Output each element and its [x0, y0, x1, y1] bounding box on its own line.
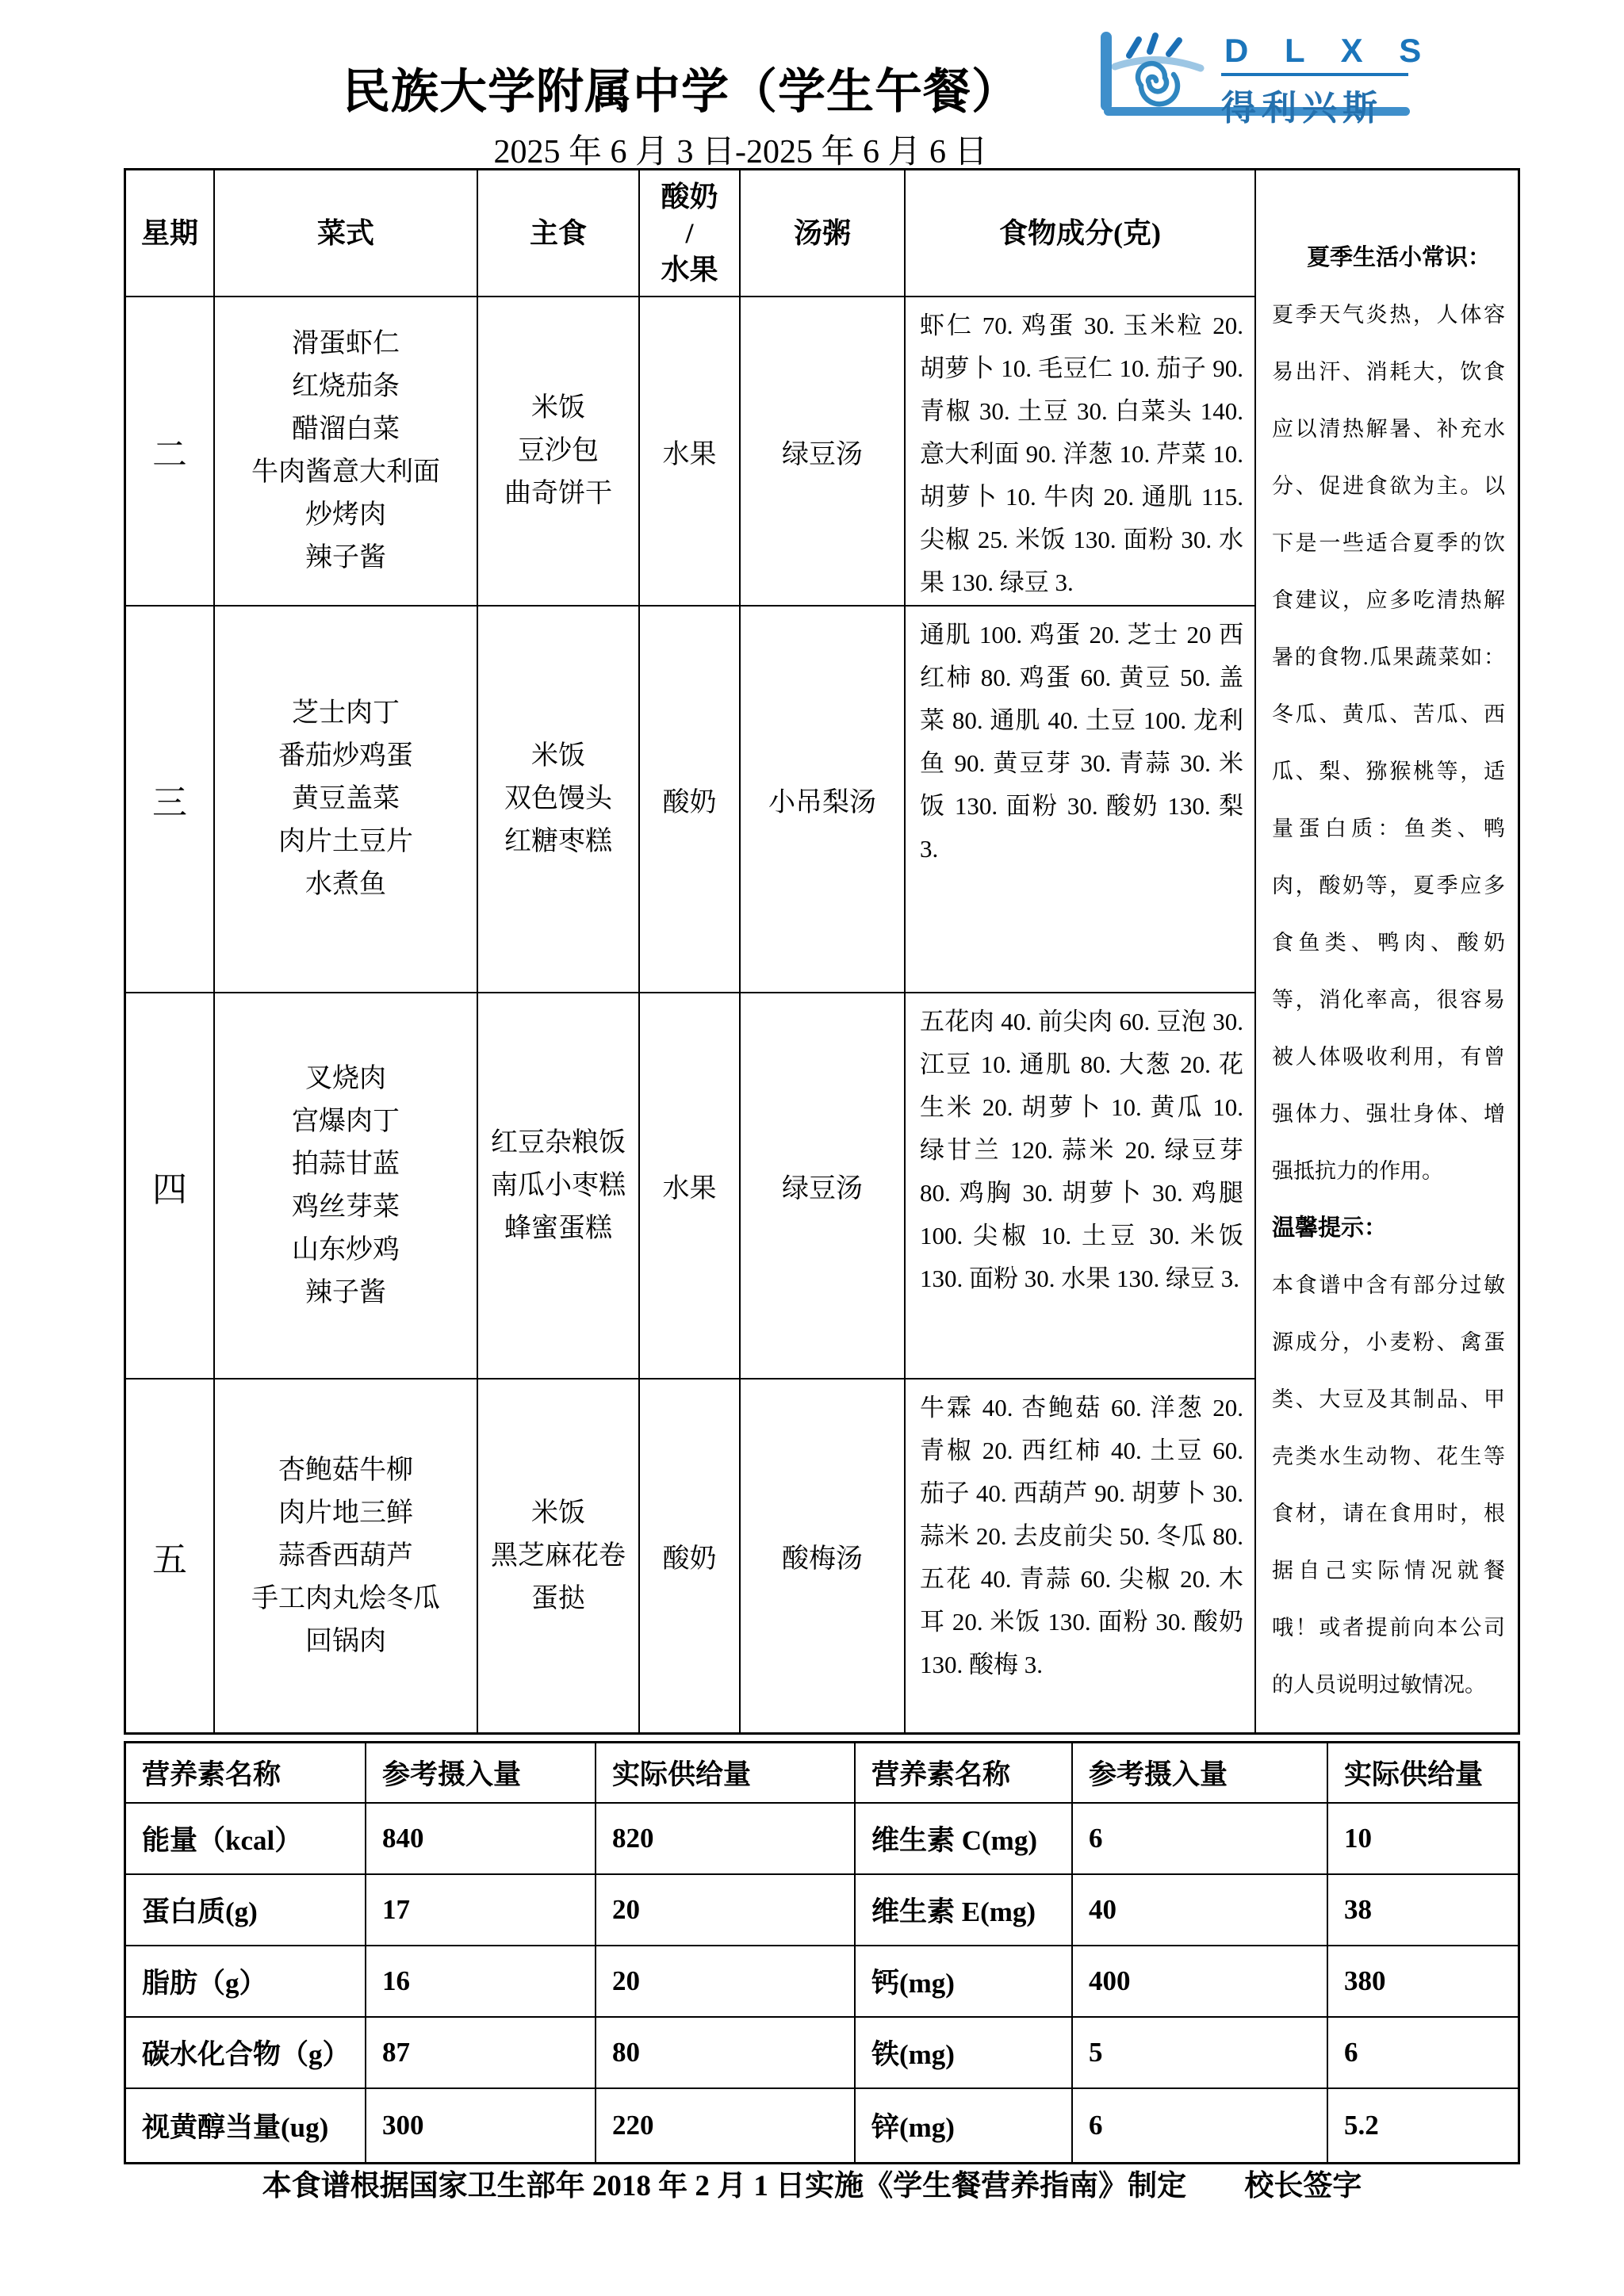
nutrient-name: 能量（kcal） — [126, 1804, 366, 1875]
dish-item: 醋溜白菜 — [292, 415, 400, 444]
dish-item: 肉片地三鲜 — [278, 1498, 413, 1528]
nutrient-name: 铁(mg) — [856, 2018, 1073, 2089]
nutrient-reference: 87 — [366, 2018, 596, 2089]
dish-item: 红烧茄条 — [292, 372, 400, 401]
staple-cell — [478, 993, 640, 1380]
allergy-warning-title: 温馨提示： — [1272, 1215, 1388, 1241]
dish-item: 手工肉丸烩冬瓜 — [251, 1583, 440, 1613]
nutrient-reference: 6 — [1073, 2089, 1328, 2162]
staple-cell — [478, 607, 640, 993]
dish-item: 叉烧肉 — [305, 1063, 386, 1093]
soup-cell: 酸梅汤 — [741, 1380, 906, 1732]
components-cell: 虾仁 70. 鸡蛋 30. 玉米粒 20. 胡萝卜 10. 毛豆仁 10. 茄子 90. 青椒 30. 土豆 30. 白菜头 140. 意大利面 90. 洋葱 10. 芹菜 10. 胡萝卜 10. 牛肉 20. 通肌 115. 尖椒 25. 米饭 130. 面粉 30. 水果 130. 绿豆 3. — [906, 297, 1256, 607]
dish-item: 辣子酱 — [305, 1277, 386, 1307]
date-range: 2025 年 6 月 3 日-2025 年 6 月 6 日 — [493, 134, 988, 170]
nutrition-header: 营养素名称 — [856, 1743, 1073, 1804]
footer-text: 本食谱根据国家卫生部年 2018 年 2 月 1 日实施《学生餐营养指南》制定 — [262, 2170, 1187, 2202]
nutrient-reference: 6 — [1073, 1804, 1328, 1875]
yogurt-fruit-line3: 水果 — [661, 254, 718, 285]
dishes-cell — [215, 1380, 478, 1732]
dish-item: 炒烤肉 — [305, 500, 386, 530]
staple-item: 黑芝麻花卷 — [491, 1540, 626, 1571]
dish-item: 滑蛋虾仁 — [292, 329, 400, 358]
yogurt-fruit-cell: 水果 — [640, 993, 741, 1380]
logo-abbreviation: D L X S — [1221, 32, 1408, 76]
tips-title: 夏季生活小常识： — [1307, 245, 1492, 270]
weekly-menu-table — [124, 168, 1520, 1735]
nutrient-reference: 840 — [366, 1804, 596, 1875]
nutrient-name: 蛋白质(g) — [126, 1875, 366, 1946]
col-header-yogurt-fruit — [640, 170, 741, 297]
nutrient-actual: 10 — [1328, 1804, 1518, 1875]
staple-item: 双色馒头 — [504, 784, 612, 813]
day-label: 三 — [126, 607, 215, 993]
page-title: 民族大学附属中学（学生午餐） — [343, 66, 1020, 118]
nutrient-name: 维生素 C(mg) — [856, 1804, 1073, 1875]
yogurt-fruit-cell: 水果 — [640, 297, 741, 607]
dish-item: 鸡丝芽菜 — [292, 1192, 400, 1222]
dish-item: 水煮鱼 — [305, 870, 386, 899]
nutrient-reference: 16 — [366, 1946, 596, 2018]
staple-item: 红糖枣糕 — [504, 827, 612, 856]
yogurt-fruit-line1: 酸奶 — [661, 181, 718, 212]
staple-item: 米饭 — [531, 741, 585, 771]
summer-tips-panel — [1256, 170, 1518, 1732]
staple-item: 曲奇饼干 — [504, 479, 612, 508]
nutrient-actual: 6 — [1328, 2018, 1518, 2089]
staple-item: 南瓜小枣糕 — [491, 1170, 626, 1200]
principal-signature-label: 校长签字 — [1244, 2170, 1362, 2202]
nutrient-actual: 38 — [1328, 1875, 1518, 1946]
staple-item: 米饭 — [531, 393, 585, 423]
nutrient-actual: 20 — [596, 1875, 856, 1946]
nutrient-name: 碳水化合物（g） — [126, 2018, 366, 2089]
company-logo — [1101, 30, 1435, 128]
yogurt-fruit-line2: / — [685, 217, 694, 249]
dish-item: 肉片土豆片 — [278, 827, 413, 856]
staple-item: 蛋挞 — [531, 1583, 585, 1613]
tips-paragraph: 夏季天气炎热，人体容易出汗、消耗大，饮食应以清热解暑、补充水分、促进食欲为主。以下是一些适合夏季的饮食建议，应多吃清热解暑的食物.瓜果蔬菜如：冬瓜、黄瓜、苦瓜、西瓜、梨、猕猴桃等，适量蛋白质：鱼类、鸭肉，酸奶等，夏季应多食鱼类、鸭肉、酸奶等，消化率高，很容易被人体吸收利用，有曾强体力、强壮身体、增强抵抗力的作用。 — [1272, 303, 1505, 1183]
nutrient-reference: 40 — [1073, 1875, 1328, 1946]
dish-item: 蒜香西葫芦 — [278, 1540, 413, 1571]
components-cell: 通肌 100. 鸡蛋 20. 芝士 20 西红柿 80. 鸡蛋 60. 黄豆 50. 盖菜 80. 通肌 40. 土豆 100. 龙利鱼 90. 黄豆芽 30. 青蒜 30. 米饭 130. 面粉 30. 酸奶 130. 梨 3. — [906, 607, 1256, 993]
nutrition-header: 实际供给量 — [1328, 1743, 1518, 1804]
nutrient-actual: 5.2 — [1344, 2110, 1379, 2141]
logo-bracket-vertical — [1101, 32, 1112, 111]
nutrient-reference: 17 — [366, 1875, 596, 1946]
yogurt-fruit-cell: 酸奶 — [640, 607, 741, 993]
col-header-dishes: 菜式 — [215, 170, 478, 297]
nutrient-actual: 20 — [596, 1946, 856, 2018]
allergy-warning-paragraph: 本食谱中含有部分过敏源成分，小麦粉、禽蛋类、大豆及其制品、甲壳类水生动物、花生等食材，请在食用时，根据自己实际情况就餐哦！或者提前向本公司的人员说明过敏情况。 — [1272, 1273, 1505, 1697]
nutrition-header: 参考摄入量 — [1073, 1743, 1328, 1804]
yogurt-fruit-cell: 酸奶 — [640, 1380, 741, 1732]
nutrition-header: 实际供给量 — [596, 1743, 856, 1804]
nutrient-name: 维生素 E(mg) — [856, 1875, 1073, 1946]
footer-note — [0, 2161, 1624, 2204]
nutrient-actual: 80 — [596, 2018, 856, 2089]
staple-item: 豆沙包 — [518, 436, 599, 465]
dish-item: 牛肉酱意大利面 — [251, 457, 440, 487]
nutrition-header: 参考摄入量 — [366, 1743, 596, 1804]
dish-item: 山东炒鸡 — [292, 1234, 400, 1265]
dish-item: 黄豆盖菜 — [292, 784, 400, 813]
nutrient-name: 脂肪（g） — [126, 1946, 366, 2018]
nutrient-reference: 300 — [366, 2089, 596, 2162]
nutrient-reference: 400 — [1073, 1946, 1328, 2018]
day-label: 四 — [126, 993, 215, 1380]
staple-cell — [478, 1380, 640, 1732]
col-header-day: 星期 — [126, 170, 215, 297]
staple-item: 米饭 — [531, 1498, 585, 1528]
col-header-soup: 汤粥 — [741, 170, 906, 297]
logo-company-name: 得利兴斯 — [1221, 89, 1383, 128]
dishes-cell — [215, 297, 478, 607]
nutrient-name: 锌(mg) — [856, 2089, 1073, 2162]
nutrient-name: 视黄醇当量(ug) — [126, 2089, 366, 2162]
dish-item: 番茄炒鸡蛋 — [278, 741, 413, 771]
nutrient-actual: 380 — [1328, 1946, 1518, 2018]
nutrient-actual: 220 — [596, 2089, 856, 2162]
staple-item: 红豆杂粮饭 — [491, 1127, 626, 1158]
col-header-staple: 主食 — [478, 170, 640, 297]
dish-item: 芝士肉丁 — [292, 698, 400, 728]
staple-item: 蜂蜜蛋糕 — [504, 1213, 612, 1243]
dish-item: 回锅肉 — [305, 1626, 386, 1656]
nutrition-table — [124, 1741, 1520, 2164]
col-header-components: 食物成分(克) — [906, 170, 1256, 297]
swirl-eye-icon — [1112, 30, 1213, 109]
dish-item: 杏鲍菇牛柳 — [278, 1455, 413, 1485]
day-label: 二 — [126, 297, 215, 607]
soup-cell: 小吊梨汤 — [741, 607, 906, 993]
staple-cell — [478, 297, 640, 607]
dishes-cell — [215, 993, 478, 1380]
dish-item: 辣子酱 — [305, 543, 386, 572]
soup-cell: 绿豆汤 — [741, 993, 906, 1380]
nutrient-actual: 820 — [596, 1804, 856, 1875]
components-cell: 五花肉 40. 前尖肉 60. 豆泡 30. 江豆 10. 通肌 80. 大葱 20. 花生米 20. 胡萝卜 10. 黄瓜 10. 绿甘兰 120. 蒜米 20. 绿豆芽 80. 鸡胸 30. 胡萝卜 30. 鸡腿 100. 尖椒 10. 土豆 30. 米饭 130. 面粉 30. 水果 130. 绿豆 3. — [906, 993, 1256, 1380]
day-label: 五 — [126, 1380, 215, 1732]
dishes-cell — [215, 607, 478, 993]
components-cell: 牛霖 40. 杏鲍菇 60. 洋葱 20. 青椒 20. 西红柿 40. 土豆 60. 茄子 40. 西葫芦 90. 胡萝卜 30. 蒜米 20. 去皮前尖 50. 冬瓜 80. 五花 40. 青蒜 60. 尖椒 20. 木耳 20. 米饭 130. 面粉 30. 酸奶 130. 酸梅 3. — [906, 1380, 1256, 1732]
dish-item: 拍蒜甘蓝 — [292, 1149, 400, 1179]
nutrient-name: 钙(mg) — [856, 1946, 1073, 2018]
nutrient-reference: 5 — [1073, 2018, 1328, 2089]
soup-cell: 绿豆汤 — [741, 297, 906, 607]
dish-item: 宫爆肉丁 — [292, 1106, 400, 1136]
nutrition-header: 营养素名称 — [126, 1743, 366, 1804]
